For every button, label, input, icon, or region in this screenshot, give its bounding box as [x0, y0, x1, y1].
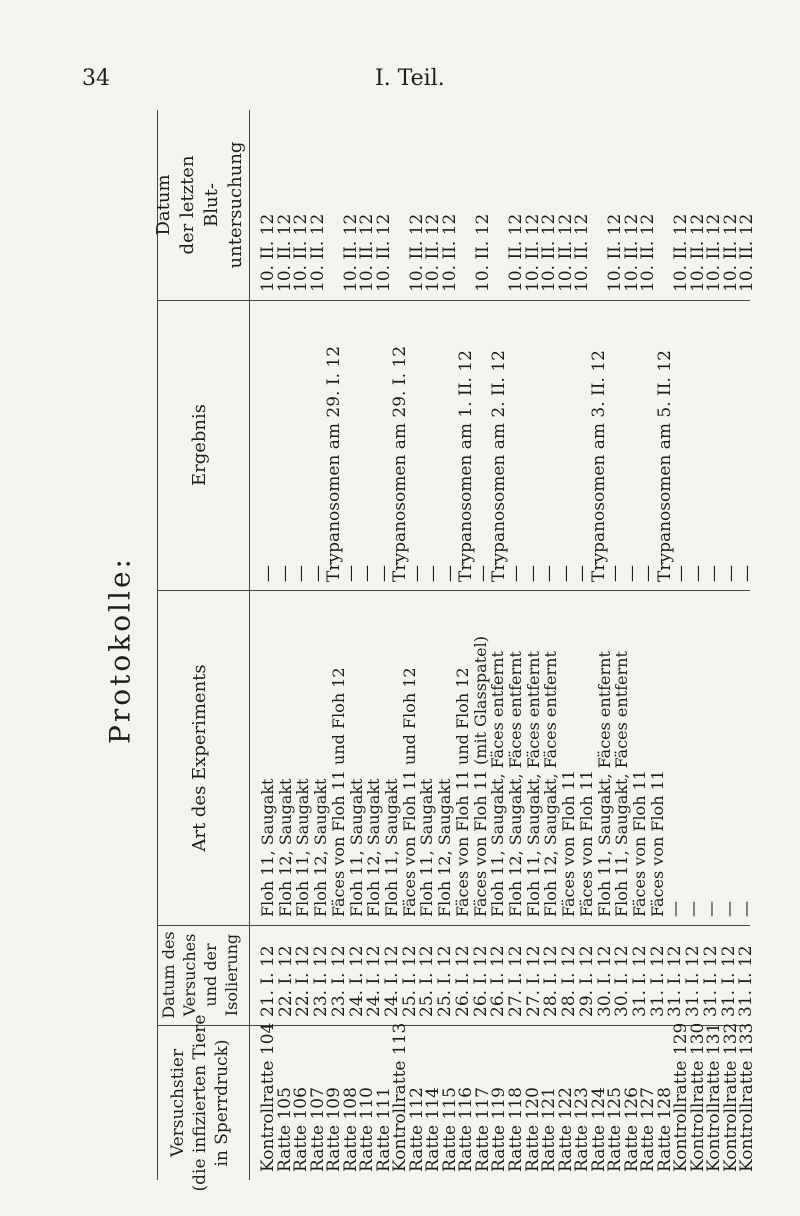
art-entry: Floh 12, Saugakt, Fäces entfernt — [541, 651, 561, 917]
art-entry: — — [736, 901, 756, 917]
ergebnis-entry: — — [737, 565, 758, 582]
art-entry: Floh 11, Saugakt, Fäces entfernt — [488, 651, 508, 917]
datum-letzte-entry: 10. II. 12 — [737, 213, 758, 292]
datum-letzte-entry: 10. II. 12 — [522, 213, 543, 292]
art-entry: Fäces von Floh 11 und Floh 12 — [399, 667, 419, 917]
versuchstier-entry: Ratte 125 — [605, 1087, 626, 1172]
ergebnis-entry: — — [357, 565, 378, 582]
header-text: Versuchstier (die infizierten Tiere in Sperrdruck) — [168, 1014, 232, 1191]
datum-letzte-entry: 10. II. 12 — [307, 213, 328, 292]
art-entry: Floh 12, Saugakt — [364, 778, 384, 917]
ergebnis-entry: — — [539, 565, 560, 582]
datum-letzte-entry: 10. II. 12 — [572, 213, 593, 292]
versuchstier-entry: Ratte 124 — [588, 1087, 609, 1172]
art-entry: Floh 12, Saugakt — [435, 778, 455, 917]
art-entry: — — [700, 901, 720, 917]
header-text: Ergebnis — [189, 403, 210, 487]
versuchstier-entry: Kontrollratte 104 — [258, 1022, 278, 1172]
datum-versuch-entry: 22. I. 12 — [293, 945, 314, 1017]
ergebnis-entry: — — [258, 565, 278, 582]
datum-letzte-entry: 10. II. 12 — [291, 213, 312, 292]
datum-letzte-entry: 10. II. 12 — [720, 213, 741, 292]
versuchstier-entry: Ratte 115 — [439, 1087, 460, 1172]
datum-versuch-entry: 31. I. 12 — [665, 945, 686, 1017]
datum-letzte-entry: 10. II. 12 — [357, 213, 378, 292]
art-entry: Floh 11, Saugakt, Fäces entfernt — [523, 651, 543, 917]
header-text: Art des Experiments — [189, 663, 210, 852]
versuchstier-entry: Kontrollratte 133 — [737, 1022, 758, 1172]
versuchstier-entry: Ratte 108 — [340, 1087, 361, 1172]
ergebnis-entry: — — [307, 565, 328, 582]
art-entry: — — [683, 901, 703, 917]
versuchstier-entry: Ratte 107 — [307, 1087, 328, 1172]
datum-versuch-entry: 26. I. 12 — [470, 945, 491, 1017]
versuchstier-entry: Kontrollratte 129 — [671, 1022, 692, 1172]
section-art — [157, 590, 756, 925]
header-cell — [157, 590, 243, 925]
versuchstier-entry: Kontrollratte 131 — [704, 1022, 725, 1172]
ergebnis-entry: — — [439, 565, 460, 582]
section-datum-versuch — [157, 925, 757, 1025]
versuchstier-entry: Ratte 106 — [291, 1087, 312, 1172]
datum-letzte-entry: 10. II. 12 — [621, 213, 642, 292]
art-entry: Floh 11, Saugakt — [258, 778, 277, 917]
ergebnis-entry: — — [373, 565, 394, 582]
header-text: Datum der letzten Blut- untersuchung — [153, 141, 246, 269]
ergebnis-entry: — — [621, 565, 642, 582]
ergebnis-entry: — — [605, 565, 626, 582]
header-text: Datum des Versuches und der Isolierung — [159, 931, 241, 1019]
datum-versuch-entry: 31. I. 12 — [736, 945, 757, 1017]
versuchstier-entry: Kontrollratte 132 — [720, 1022, 741, 1172]
datum-letzte-entry: 10. II. 12 — [555, 213, 576, 292]
art-entry: Floh 11, Saugakt, Fäces entfernt — [612, 651, 632, 917]
section-body — [254, 925, 757, 1025]
datum-versuch-entry: 27. I. 12 — [506, 945, 526, 1017]
versuchstier-entry: Ratte 109 — [324, 1087, 345, 1172]
art-entry: Floh 11, Saugakt, Fäces entfernt — [594, 651, 614, 917]
versuchstier-entry: Ratte 116 — [456, 1087, 477, 1172]
header-cell — [153, 110, 246, 300]
ergebnis-entry: — — [522, 565, 543, 582]
versuchstier-entry: Ratte 121 — [539, 1087, 560, 1172]
versuchstier-entry: Ratte 114 — [423, 1087, 444, 1172]
section-body — [254, 1022, 758, 1180]
header-cell — [157, 300, 243, 590]
ergebnis-entry: — — [340, 565, 361, 582]
versuchstier-entry: Kontrollratte 130 — [687, 1022, 708, 1172]
datum-letzte-entry: 10. II. 12 — [687, 213, 708, 292]
page-number: 34 — [82, 66, 110, 91]
ergebnis-entry: — — [472, 565, 493, 582]
art-entry: Floh 12, Saugakt — [275, 778, 295, 917]
datum-letzte-entry: 10. II. 12 — [605, 213, 626, 292]
datum-versuch-entry: 25. I. 12 — [435, 945, 456, 1017]
datum-letzte-entry: 10. II. 12 — [704, 213, 725, 292]
datum-versuch-entry: 28. I. 12 — [559, 945, 580, 1017]
art-entry: Floh 11, Saugakt — [293, 778, 313, 917]
datum-letzte-entry: 10. II. 12 — [439, 213, 460, 292]
art-entry: Floh 12, Saugakt, Fäces entfernt — [506, 651, 525, 917]
datum-letzte-entry: 10. II. 12 — [274, 213, 295, 292]
art-entry: — — [665, 901, 685, 917]
versuchstier-entry: Ratte 123 — [572, 1087, 593, 1172]
art-entry: Fäces von Floh 11 — [630, 770, 649, 917]
datum-versuch-entry: 23. I. 12 — [311, 945, 332, 1017]
art-entry: Fäces von Floh 11 — [559, 770, 579, 917]
datum-versuch-entry: 30. I. 12 — [612, 945, 633, 1017]
datum-letzte-entry: 10. II. 12 — [539, 213, 560, 292]
art-entry: Floh 11, Saugakt — [382, 778, 401, 917]
versuchstier-entry: Ratte 126 — [621, 1087, 642, 1172]
art-entry: — — [718, 901, 738, 917]
datum-letzte-entry: 10. II. 12 — [340, 213, 361, 292]
art-entry: Fäces von Floh 11 — [576, 770, 596, 917]
running-title: I. Teil. — [375, 66, 445, 91]
datum-versuch-entry: 31. I. 12 — [718, 945, 739, 1017]
art-entry: Floh 12, Saugakt — [311, 778, 331, 917]
ergebnis-entry: — — [687, 565, 708, 582]
ergebnis-entry: — — [555, 565, 576, 582]
art-entry: Fäces von Floh 11 (mit Glasspatel) — [470, 636, 490, 917]
ergebnis-entry: — — [274, 565, 295, 582]
versuchstier-entry: Ratte 111 — [373, 1087, 394, 1172]
art-entry: Fäces von Floh 11 und Floh 12 — [452, 667, 472, 917]
datum-letzte-entry: 10. II. 12 — [638, 213, 659, 292]
datum-versuch-entry: 28. I. 12 — [541, 945, 562, 1017]
datum-versuch-entry: 29. I. 12 — [576, 945, 597, 1017]
section-body — [254, 300, 758, 590]
datum-versuch-entry: 31. I. 12 — [630, 945, 650, 1017]
datum-versuch-entry: 22. I. 12 — [275, 945, 296, 1017]
versuchstier-entry: Ratte 122 — [555, 1087, 576, 1172]
section-body — [254, 590, 756, 925]
ergebnis-entry: Trypanosomen am 1. II. 12 — [456, 350, 477, 582]
versuchstier-entry: Ratte 128 — [654, 1087, 675, 1172]
datum-versuch-entry: 31. I. 12 — [647, 945, 668, 1017]
ergebnis-entry: — — [291, 565, 312, 582]
header-cell — [157, 1014, 243, 1191]
datum-letzte-entry: 10. II. 12 — [506, 213, 526, 292]
section-datum-letzte — [153, 110, 758, 300]
datum-letzte-entry: 10. II. 12 — [406, 213, 427, 292]
versuchstier-entry: Ratte 120 — [522, 1087, 543, 1172]
datum-versuch-entry: 26. I. 12 — [452, 945, 473, 1017]
datum-versuch-entry: 30. I. 12 — [594, 945, 615, 1017]
datum-versuch-entry: 24. I. 12 — [364, 945, 385, 1017]
side-title-text: Protokolle: — [103, 556, 137, 744]
datum-versuch-entry: 24. I. 12 — [346, 945, 367, 1017]
versuchstier-entry: Ratte 117 — [472, 1087, 493, 1172]
ergebnis-entry: Trypanosomen am 3. II. 12 — [588, 350, 609, 582]
ergebnis-entry: — — [704, 565, 725, 582]
art-entry: Floh 11, Saugakt — [346, 778, 366, 917]
versuchstier-entry: Ratte 110 — [357, 1087, 378, 1172]
datum-versuch-entry: 31. I. 12 — [683, 945, 704, 1017]
versuchstier-entry: Ratte 119 — [489, 1087, 510, 1172]
datum-letzte-entry: 10. II. 12 — [671, 213, 692, 292]
datum-versuch-entry: 31. I. 12 — [700, 945, 721, 1017]
versuchstier-entry: Kontrollratte 113 — [390, 1022, 411, 1172]
art-entry: Fäces von Floh 11 und Floh 12 — [328, 667, 348, 917]
ergebnis-entry: — — [671, 565, 692, 582]
ergebnis-entry: Trypanosomen am 29. I. 12 — [324, 345, 345, 582]
art-entry: Fäces von Floh 11 — [647, 770, 667, 917]
datum-versuch-entry: 21. I. 12 — [258, 945, 278, 1017]
ergebnis-entry: — — [638, 565, 659, 582]
ergebnis-entry: Trypanosomen am 29. I. 12 — [390, 345, 411, 582]
ergebnis-entry: — — [406, 565, 427, 582]
datum-letzte-entry: 10. II. 12 — [373, 213, 394, 292]
header-cell — [157, 925, 243, 1025]
ergebnis-entry: — — [423, 565, 444, 582]
ergebnis-entry: — — [506, 565, 526, 582]
datum-versuch-entry: 26. I. 12 — [488, 945, 509, 1017]
section-versuchstier — [157, 1014, 758, 1191]
versuchstier-entry: Ratte 127 — [638, 1087, 659, 1172]
ergebnis-entry: — — [720, 565, 741, 582]
section-body — [254, 110, 758, 300]
datum-letzte-entry: 10. II. 12 — [258, 213, 278, 292]
versuchstier-entry: Ratte 112 — [406, 1087, 427, 1172]
datum-letzte-entry: 10. II. 12 — [472, 213, 493, 292]
datum-versuch-entry: 25. I. 12 — [399, 945, 420, 1017]
datum-versuch-entry: 25. I. 12 — [417, 945, 438, 1017]
datum-versuch-entry: 23. I. 12 — [328, 945, 349, 1017]
ergebnis-entry: Trypanosomen am 5. II. 12 — [654, 350, 675, 582]
datum-letzte-entry: 10. II. 12 — [423, 213, 444, 292]
versuchstier-entry: Ratte 118 — [506, 1087, 526, 1172]
column-divider — [249, 110, 250, 1180]
ergebnis-entry: — — [572, 565, 593, 582]
datum-versuch-entry: 24. I. 12 — [382, 945, 402, 1017]
section-ergebnis — [157, 300, 758, 590]
art-entry: Floh 11, Saugakt — [417, 778, 437, 917]
versuchstier-entry: Ratte 105 — [274, 1087, 295, 1172]
datum-versuch-entry: 27. I. 12 — [523, 945, 544, 1017]
ergebnis-entry: Trypanosomen am 2. II. 12 — [489, 350, 510, 582]
protocol-table — [153, 110, 758, 1191]
